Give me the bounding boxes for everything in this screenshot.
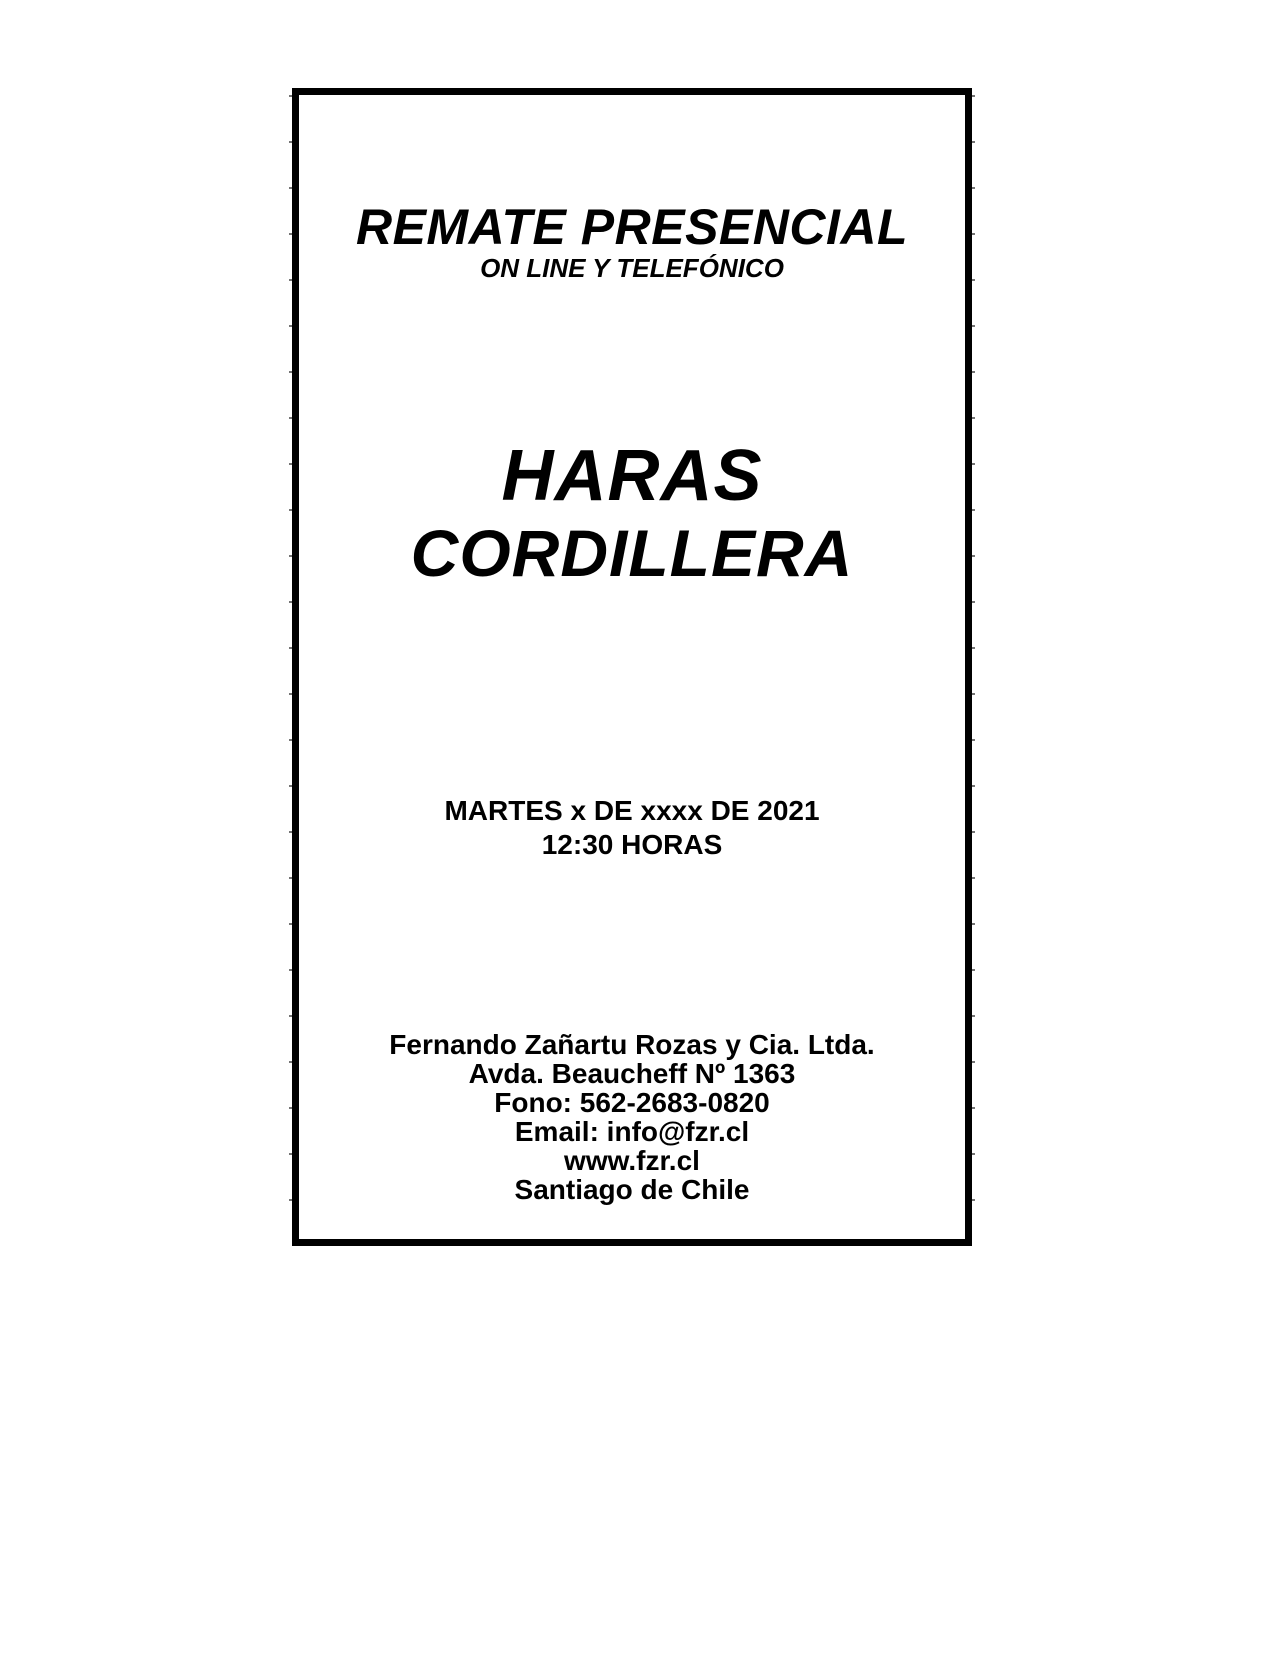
company-website: www.fzr.cl: [564, 1145, 700, 1176]
auction-time: 12:30 HORAS: [541, 829, 723, 860]
company-address: Avda. Beaucheff Nº 1363: [468, 1058, 796, 1089]
contact-block: [299, 1030, 965, 1204]
auction-title: REMATE PRESENCIAL: [355, 199, 909, 255]
company-phone: Fono: 562-2683-0820: [494, 1087, 770, 1118]
haras-name-line-1: HARAS: [501, 436, 763, 516]
cover-frame: [292, 88, 972, 1246]
company-city: Santiago de Chile: [514, 1174, 750, 1205]
company-name: Fernando Zañartu Rozas y Cia. Ltda.: [389, 1029, 875, 1060]
company-email: Email: info@fzr.cl: [514, 1116, 750, 1147]
haras-name-line-2: CORDILLERA: [410, 516, 854, 590]
auction-subtitle: ON LINE Y TELEFÓNICO: [480, 253, 784, 283]
auction-date: MARTES x DE xxxx DE 2021: [444, 795, 820, 826]
